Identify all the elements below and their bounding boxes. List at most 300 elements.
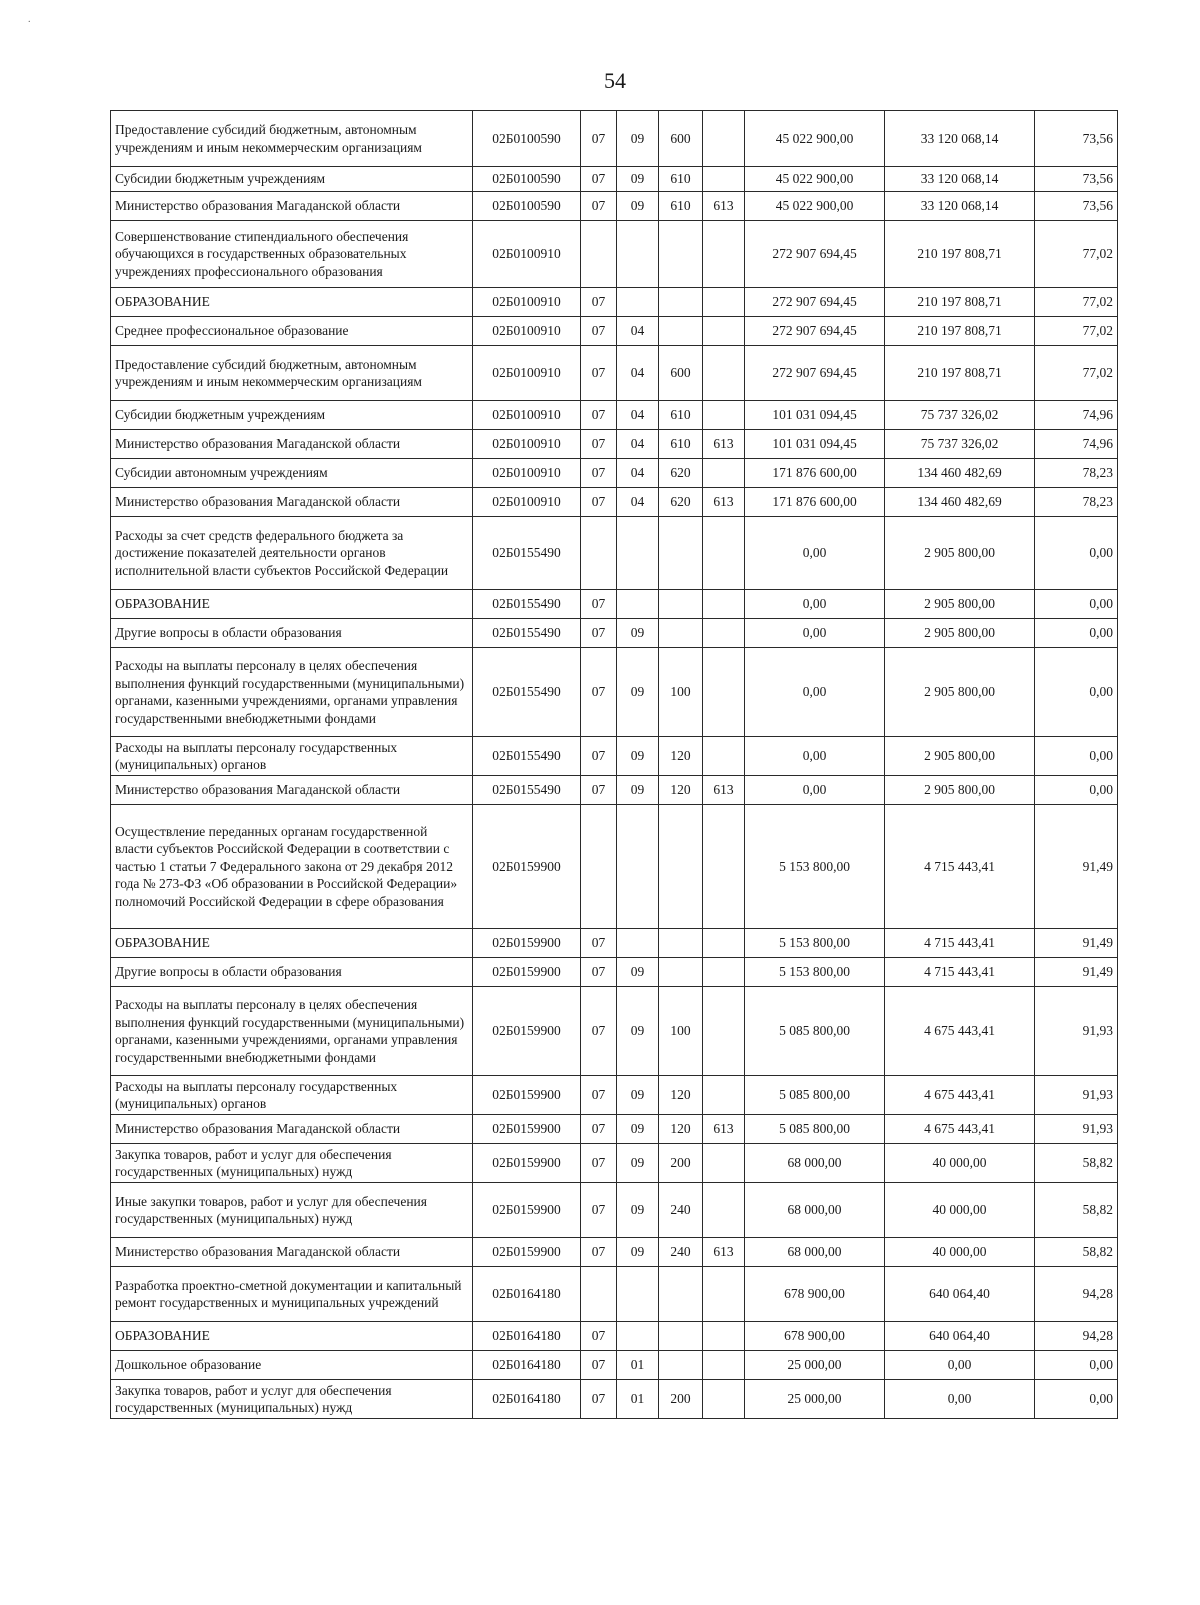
- administrator-code: [703, 1267, 745, 1322]
- target-article-code: 02Б0100590: [473, 111, 581, 167]
- subsection-code: [617, 517, 659, 590]
- executed-amount: 640 064,40: [885, 1322, 1035, 1351]
- approved-amount: 5 153 800,00: [745, 958, 885, 987]
- subsection-code: 04: [617, 488, 659, 517]
- administrator-code: 613: [703, 430, 745, 459]
- expense-type-code: [659, 1322, 703, 1351]
- administrator-code: [703, 648, 745, 737]
- executed-amount: 640 064,40: [885, 1267, 1035, 1322]
- administrator-code: [703, 1322, 745, 1351]
- expense-type-code: 100: [659, 648, 703, 737]
- administrator-code: [703, 111, 745, 167]
- approved-amount: 25 000,00: [745, 1351, 885, 1380]
- table-row: [111, 221, 1118, 288]
- approved-amount: 68 000,00: [745, 1144, 885, 1183]
- execution-percent: 58,82: [1035, 1238, 1118, 1267]
- budget-table: [110, 110, 1118, 1419]
- target-article-code: 02Б0155490: [473, 648, 581, 737]
- target-article-code: 02Б0159900: [473, 987, 581, 1076]
- table-row: [111, 346, 1118, 401]
- execution-percent: 91,49: [1035, 958, 1118, 987]
- table-row: [111, 590, 1118, 619]
- approved-amount: 45 022 900,00: [745, 167, 885, 192]
- executed-amount: 2 905 800,00: [885, 590, 1035, 619]
- administrator-code: [703, 167, 745, 192]
- row-name: Закупка товаров, работ и услуг для обеспечения государственных (муниципальных) нужд: [111, 1380, 473, 1419]
- approved-amount: 0,00: [745, 648, 885, 737]
- target-article-code: 02Б0155490: [473, 776, 581, 805]
- table-row: [111, 1144, 1118, 1183]
- section-code: 07: [581, 401, 617, 430]
- administrator-code: [703, 288, 745, 317]
- table-row: [111, 111, 1118, 167]
- approved-amount: 5 085 800,00: [745, 1115, 885, 1144]
- row-name: ОБРАЗОВАНИЕ: [111, 929, 473, 958]
- approved-amount: 272 907 694,45: [745, 346, 885, 401]
- subsection-code: 04: [617, 317, 659, 346]
- expense-type-code: 120: [659, 737, 703, 776]
- administrator-code: [703, 459, 745, 488]
- expense-type-code: 100: [659, 987, 703, 1076]
- administrator-code: [703, 1144, 745, 1183]
- approved-amount: 68 000,00: [745, 1238, 885, 1267]
- administrator-code: [703, 590, 745, 619]
- row-name: Министерство образования Магаданской области: [111, 776, 473, 805]
- section-code: 07: [581, 1380, 617, 1419]
- row-name: Министерство образования Магаданской области: [111, 1238, 473, 1267]
- approved-amount: 678 900,00: [745, 1267, 885, 1322]
- table-row: [111, 317, 1118, 346]
- execution-percent: 94,28: [1035, 1267, 1118, 1322]
- approved-amount: 5 085 800,00: [745, 1076, 885, 1115]
- section-code: 07: [581, 459, 617, 488]
- execution-percent: 77,02: [1035, 346, 1118, 401]
- section-code: 07: [581, 1115, 617, 1144]
- expense-type-code: [659, 590, 703, 619]
- subsection-code: 04: [617, 401, 659, 430]
- administrator-code: [703, 1351, 745, 1380]
- target-article-code: 02Б0100910: [473, 488, 581, 517]
- execution-percent: 91,93: [1035, 1076, 1118, 1115]
- table-row: [111, 1322, 1118, 1351]
- row-name: Дошкольное образование: [111, 1351, 473, 1380]
- section-code: 07: [581, 619, 617, 648]
- expense-type-code: 610: [659, 430, 703, 459]
- row-name: Закупка товаров, работ и услуг для обеспечения государственных (муниципальных) нужд: [111, 1144, 473, 1183]
- section-code: 07: [581, 1144, 617, 1183]
- expense-type-code: [659, 1267, 703, 1322]
- expense-type-code: 240: [659, 1238, 703, 1267]
- row-name: Совершенствование стипендиального обеспечения обучающихся в государственных образовательных учреждениях профессионального образования: [111, 221, 473, 288]
- table-row: [111, 459, 1118, 488]
- execution-percent: 0,00: [1035, 1351, 1118, 1380]
- section-code: 07: [581, 1322, 617, 1351]
- row-name: ОБРАЗОВАНИЕ: [111, 288, 473, 317]
- table-row: [111, 1076, 1118, 1115]
- executed-amount: 4 675 443,41: [885, 987, 1035, 1076]
- table-row: [111, 1183, 1118, 1238]
- section-code: 07: [581, 317, 617, 346]
- row-name: Расходы на выплаты персоналу государственных (муниципальных) органов: [111, 737, 473, 776]
- administrator-code: [703, 737, 745, 776]
- executed-amount: 2 905 800,00: [885, 648, 1035, 737]
- administrator-code: [703, 619, 745, 648]
- approved-amount: 5 153 800,00: [745, 805, 885, 929]
- expense-type-code: [659, 619, 703, 648]
- target-article-code: 02Б0159900: [473, 1238, 581, 1267]
- approved-amount: 678 900,00: [745, 1322, 885, 1351]
- row-name: Иные закупки товаров, работ и услуг для обеспечения государственных (муниципальных) нужд: [111, 1183, 473, 1238]
- executed-amount: 2 905 800,00: [885, 619, 1035, 648]
- section-code: 07: [581, 1183, 617, 1238]
- section-code: 07: [581, 737, 617, 776]
- table-row: [111, 401, 1118, 430]
- row-name: ОБРАЗОВАНИЕ: [111, 1322, 473, 1351]
- executed-amount: 0,00: [885, 1380, 1035, 1419]
- table-row: [111, 167, 1118, 192]
- target-article-code: 02Б0100910: [473, 401, 581, 430]
- row-name: ОБРАЗОВАНИЕ: [111, 590, 473, 619]
- approved-amount: 272 907 694,45: [745, 288, 885, 317]
- subsection-code: 09: [617, 648, 659, 737]
- administrator-code: [703, 1183, 745, 1238]
- expense-type-code: [659, 1351, 703, 1380]
- execution-percent: 91,49: [1035, 929, 1118, 958]
- target-article-code: 02Б0159900: [473, 1115, 581, 1144]
- section-code: [581, 517, 617, 590]
- execution-percent: 91,93: [1035, 987, 1118, 1076]
- row-name: Среднее профессиональное образование: [111, 317, 473, 346]
- expense-type-code: [659, 221, 703, 288]
- subsection-code: 09: [617, 1183, 659, 1238]
- subsection-code: 04: [617, 459, 659, 488]
- administrator-code: [703, 401, 745, 430]
- target-article-code: 02Б0155490: [473, 619, 581, 648]
- execution-percent: 73,56: [1035, 167, 1118, 192]
- target-article-code: 02Б0164180: [473, 1380, 581, 1419]
- table-row: [111, 619, 1118, 648]
- execution-percent: 74,96: [1035, 430, 1118, 459]
- budget-table-body: [111, 111, 1118, 1419]
- approved-amount: 0,00: [745, 590, 885, 619]
- section-code: 07: [581, 430, 617, 459]
- subsection-code: [617, 805, 659, 929]
- execution-percent: 91,93: [1035, 1115, 1118, 1144]
- section-code: 07: [581, 648, 617, 737]
- expense-type-code: 120: [659, 1076, 703, 1115]
- approved-amount: 101 031 094,45: [745, 401, 885, 430]
- execution-percent: 0,00: [1035, 737, 1118, 776]
- table-row: [111, 1238, 1118, 1267]
- target-article-code: 02Б0164180: [473, 1351, 581, 1380]
- section-code: 07: [581, 590, 617, 619]
- approved-amount: 272 907 694,45: [745, 317, 885, 346]
- executed-amount: 134 460 482,69: [885, 488, 1035, 517]
- approved-amount: 0,00: [745, 619, 885, 648]
- table-row: [111, 805, 1118, 929]
- table-row: [111, 776, 1118, 805]
- subsection-code: 09: [617, 737, 659, 776]
- subsection-code: 09: [617, 167, 659, 192]
- target-article-code: 02Б0159900: [473, 805, 581, 929]
- subsection-code: 09: [617, 958, 659, 987]
- expense-type-code: 120: [659, 776, 703, 805]
- expense-type-code: [659, 517, 703, 590]
- row-name: Министерство образования Магаданской области: [111, 1115, 473, 1144]
- target-article-code: 02Б0100590: [473, 192, 581, 221]
- row-name: Субсидии бюджетным учреждениям: [111, 401, 473, 430]
- target-article-code: 02Б0159900: [473, 958, 581, 987]
- administrator-code: [703, 987, 745, 1076]
- subsection-code: 09: [617, 1115, 659, 1144]
- row-name: Другие вопросы в области образования: [111, 619, 473, 648]
- target-article-code: 02Б0164180: [473, 1267, 581, 1322]
- table-row: [111, 958, 1118, 987]
- row-name: Расходы на выплаты персоналу государственных (муниципальных) органов: [111, 1076, 473, 1115]
- executed-amount: 2 905 800,00: [885, 737, 1035, 776]
- table-row: [111, 737, 1118, 776]
- expense-type-code: 610: [659, 401, 703, 430]
- row-name: Субсидии автономным учреждениям: [111, 459, 473, 488]
- administrator-code: 613: [703, 192, 745, 221]
- expense-type-code: 240: [659, 1183, 703, 1238]
- table-row: [111, 192, 1118, 221]
- executed-amount: 134 460 482,69: [885, 459, 1035, 488]
- executed-amount: 210 197 808,71: [885, 288, 1035, 317]
- row-name: Осуществление переданных органам государственной власти субъектов Российской Федерации в соответствии с частью 1 статьи 7 Федерального закона от 29 декабря 2012 года № 273-ФЗ «Об образовании в Российской Федерации» полномочий Российской Федерации в сфере образования: [111, 805, 473, 929]
- table-row: [111, 1267, 1118, 1322]
- section-code: 07: [581, 776, 617, 805]
- execution-percent: 73,56: [1035, 192, 1118, 221]
- expense-type-code: [659, 317, 703, 346]
- executed-amount: 210 197 808,71: [885, 346, 1035, 401]
- expense-type-code: [659, 929, 703, 958]
- subsection-code: [617, 1322, 659, 1351]
- corner-mark: .: [28, 14, 31, 25]
- row-name: Разработка проектно-сметной документации и капитальный ремонт государственных и муниципальных учреждений: [111, 1267, 473, 1322]
- executed-amount: 4 675 443,41: [885, 1076, 1035, 1115]
- target-article-code: 02Б0100590: [473, 167, 581, 192]
- executed-amount: 33 120 068,14: [885, 167, 1035, 192]
- table-row: [111, 987, 1118, 1076]
- target-article-code: 02Б0100910: [473, 430, 581, 459]
- subsection-code: 09: [617, 192, 659, 221]
- executed-amount: 4 675 443,41: [885, 1115, 1035, 1144]
- execution-percent: 58,82: [1035, 1183, 1118, 1238]
- administrator-code: [703, 517, 745, 590]
- subsection-code: 01: [617, 1351, 659, 1380]
- executed-amount: 33 120 068,14: [885, 111, 1035, 167]
- executed-amount: 40 000,00: [885, 1144, 1035, 1183]
- target-article-code: 02Б0100910: [473, 221, 581, 288]
- row-name: Министерство образования Магаданской области: [111, 488, 473, 517]
- page-number: 54: [604, 68, 626, 93]
- subsection-code: 09: [617, 111, 659, 167]
- executed-amount: 75 737 326,02: [885, 430, 1035, 459]
- row-name: Расходы на выплаты персоналу в целях обеспечения выполнения функций государственными (муниципальными) органами, казенными учреждениями, органами управления государственными внебюджетными фондами: [111, 648, 473, 737]
- target-article-code: 02Б0155490: [473, 517, 581, 590]
- subsection-code: 09: [617, 1238, 659, 1267]
- execution-percent: 0,00: [1035, 619, 1118, 648]
- section-code: 07: [581, 987, 617, 1076]
- subsection-code: 09: [617, 619, 659, 648]
- subsection-code: 09: [617, 987, 659, 1076]
- section-code: 07: [581, 167, 617, 192]
- row-name: Предоставление субсидий бюджетным, автономным учреждениям и иным некоммерческим организациям: [111, 111, 473, 167]
- expense-type-code: 620: [659, 488, 703, 517]
- row-name: Субсидии бюджетным учреждениям: [111, 167, 473, 192]
- approved-amount: 5 153 800,00: [745, 929, 885, 958]
- subsection-code: [617, 288, 659, 317]
- administrator-code: [703, 929, 745, 958]
- approved-amount: 68 000,00: [745, 1183, 885, 1238]
- section-code: 07: [581, 346, 617, 401]
- execution-percent: 0,00: [1035, 590, 1118, 619]
- execution-percent: 0,00: [1035, 648, 1118, 737]
- expense-type-code: 610: [659, 192, 703, 221]
- row-name: Расходы на выплаты персоналу в целях обеспечения выполнения функций государственными (муниципальными) органами, казенными учреждениями, органами управления государственными внебюджетными фондами: [111, 987, 473, 1076]
- row-name: Предоставление субсидий бюджетным, автономным учреждениям и иным некоммерческим организациям: [111, 346, 473, 401]
- executed-amount: 2 905 800,00: [885, 776, 1035, 805]
- row-name: Министерство образования Магаданской области: [111, 430, 473, 459]
- table-row: [111, 288, 1118, 317]
- expense-type-code: [659, 805, 703, 929]
- approved-amount: 171 876 600,00: [745, 459, 885, 488]
- administrator-code: 613: [703, 1115, 745, 1144]
- section-code: 07: [581, 1351, 617, 1380]
- execution-percent: 94,28: [1035, 1322, 1118, 1351]
- target-article-code: 02Б0155490: [473, 590, 581, 619]
- section-code: 07: [581, 1076, 617, 1115]
- table-row: [111, 430, 1118, 459]
- subsection-code: [617, 590, 659, 619]
- section-code: [581, 221, 617, 288]
- row-name: Расходы за счет средств федерального бюджета за достижение показателей деятельности органов исполнительной власти субъектов Российской Федерации: [111, 517, 473, 590]
- subsection-code: 09: [617, 1076, 659, 1115]
- subsection-code: 09: [617, 1144, 659, 1183]
- table-row: [111, 929, 1118, 958]
- target-article-code: 02Б0100910: [473, 317, 581, 346]
- expense-type-code: 200: [659, 1144, 703, 1183]
- section-code: 07: [581, 488, 617, 517]
- administrator-code: [703, 958, 745, 987]
- target-article-code: 02Б0100910: [473, 346, 581, 401]
- administrator-code: [703, 805, 745, 929]
- subsection-code: [617, 1267, 659, 1322]
- executed-amount: 0,00: [885, 1351, 1035, 1380]
- execution-percent: 73,56: [1035, 111, 1118, 167]
- table-row: [111, 517, 1118, 590]
- approved-amount: 0,00: [745, 776, 885, 805]
- execution-percent: 77,02: [1035, 317, 1118, 346]
- table-row: [111, 1351, 1118, 1380]
- expense-type-code: 200: [659, 1380, 703, 1419]
- target-article-code: 02Б0100910: [473, 288, 581, 317]
- execution-percent: 77,02: [1035, 221, 1118, 288]
- executed-amount: 4 715 443,41: [885, 958, 1035, 987]
- administrator-code: [703, 346, 745, 401]
- target-article-code: 02Б0159900: [473, 1076, 581, 1115]
- execution-percent: 74,96: [1035, 401, 1118, 430]
- table-row: [111, 488, 1118, 517]
- target-article-code: 02Б0159900: [473, 1144, 581, 1183]
- administrator-code: [703, 1380, 745, 1419]
- expense-type-code: 610: [659, 167, 703, 192]
- table-row: [111, 1115, 1118, 1144]
- execution-percent: 91,49: [1035, 805, 1118, 929]
- execution-percent: 0,00: [1035, 517, 1118, 590]
- section-code: 07: [581, 111, 617, 167]
- administrator-code: 613: [703, 488, 745, 517]
- subsection-code: 01: [617, 1380, 659, 1419]
- executed-amount: 210 197 808,71: [885, 317, 1035, 346]
- administrator-code: [703, 221, 745, 288]
- execution-percent: 58,82: [1035, 1144, 1118, 1183]
- approved-amount: 0,00: [745, 517, 885, 590]
- target-article-code: 02Б0100910: [473, 459, 581, 488]
- executed-amount: 40 000,00: [885, 1238, 1035, 1267]
- execution-percent: 78,23: [1035, 488, 1118, 517]
- executed-amount: 75 737 326,02: [885, 401, 1035, 430]
- target-article-code: 02Б0159900: [473, 929, 581, 958]
- row-name: Другие вопросы в области образования: [111, 958, 473, 987]
- subsection-code: 04: [617, 430, 659, 459]
- section-code: 07: [581, 929, 617, 958]
- expense-type-code: [659, 288, 703, 317]
- executed-amount: 33 120 068,14: [885, 192, 1035, 221]
- approved-amount: 272 907 694,45: [745, 221, 885, 288]
- administrator-code: [703, 1076, 745, 1115]
- administrator-code: 613: [703, 1238, 745, 1267]
- expense-type-code: 120: [659, 1115, 703, 1144]
- subsection-code: 09: [617, 776, 659, 805]
- executed-amount: 4 715 443,41: [885, 805, 1035, 929]
- section-code: 07: [581, 288, 617, 317]
- table-row: [111, 1380, 1118, 1419]
- approved-amount: 171 876 600,00: [745, 488, 885, 517]
- expense-type-code: [659, 958, 703, 987]
- subsection-code: 04: [617, 346, 659, 401]
- section-code: 07: [581, 192, 617, 221]
- execution-percent: 0,00: [1035, 776, 1118, 805]
- executed-amount: 4 715 443,41: [885, 929, 1035, 958]
- expense-type-code: 600: [659, 111, 703, 167]
- approved-amount: 0,00: [745, 737, 885, 776]
- section-code: [581, 1267, 617, 1322]
- row-name: Министерство образования Магаданской области: [111, 192, 473, 221]
- subsection-code: [617, 929, 659, 958]
- approved-amount: 25 000,00: [745, 1380, 885, 1419]
- expense-type-code: 620: [659, 459, 703, 488]
- subsection-code: [617, 221, 659, 288]
- administrator-code: [703, 317, 745, 346]
- executed-amount: 210 197 808,71: [885, 221, 1035, 288]
- target-article-code: 02Б0164180: [473, 1322, 581, 1351]
- expense-type-code: 600: [659, 346, 703, 401]
- section-code: 07: [581, 1238, 617, 1267]
- administrator-code: 613: [703, 776, 745, 805]
- section-code: 07: [581, 958, 617, 987]
- executed-amount: 2 905 800,00: [885, 517, 1035, 590]
- approved-amount: 101 031 094,45: [745, 430, 885, 459]
- table-row: [111, 648, 1118, 737]
- execution-percent: 0,00: [1035, 1380, 1118, 1419]
- approved-amount: 45 022 900,00: [745, 192, 885, 221]
- executed-amount: 40 000,00: [885, 1183, 1035, 1238]
- execution-percent: 77,02: [1035, 288, 1118, 317]
- section-code: [581, 805, 617, 929]
- target-article-code: 02Б0159900: [473, 1183, 581, 1238]
